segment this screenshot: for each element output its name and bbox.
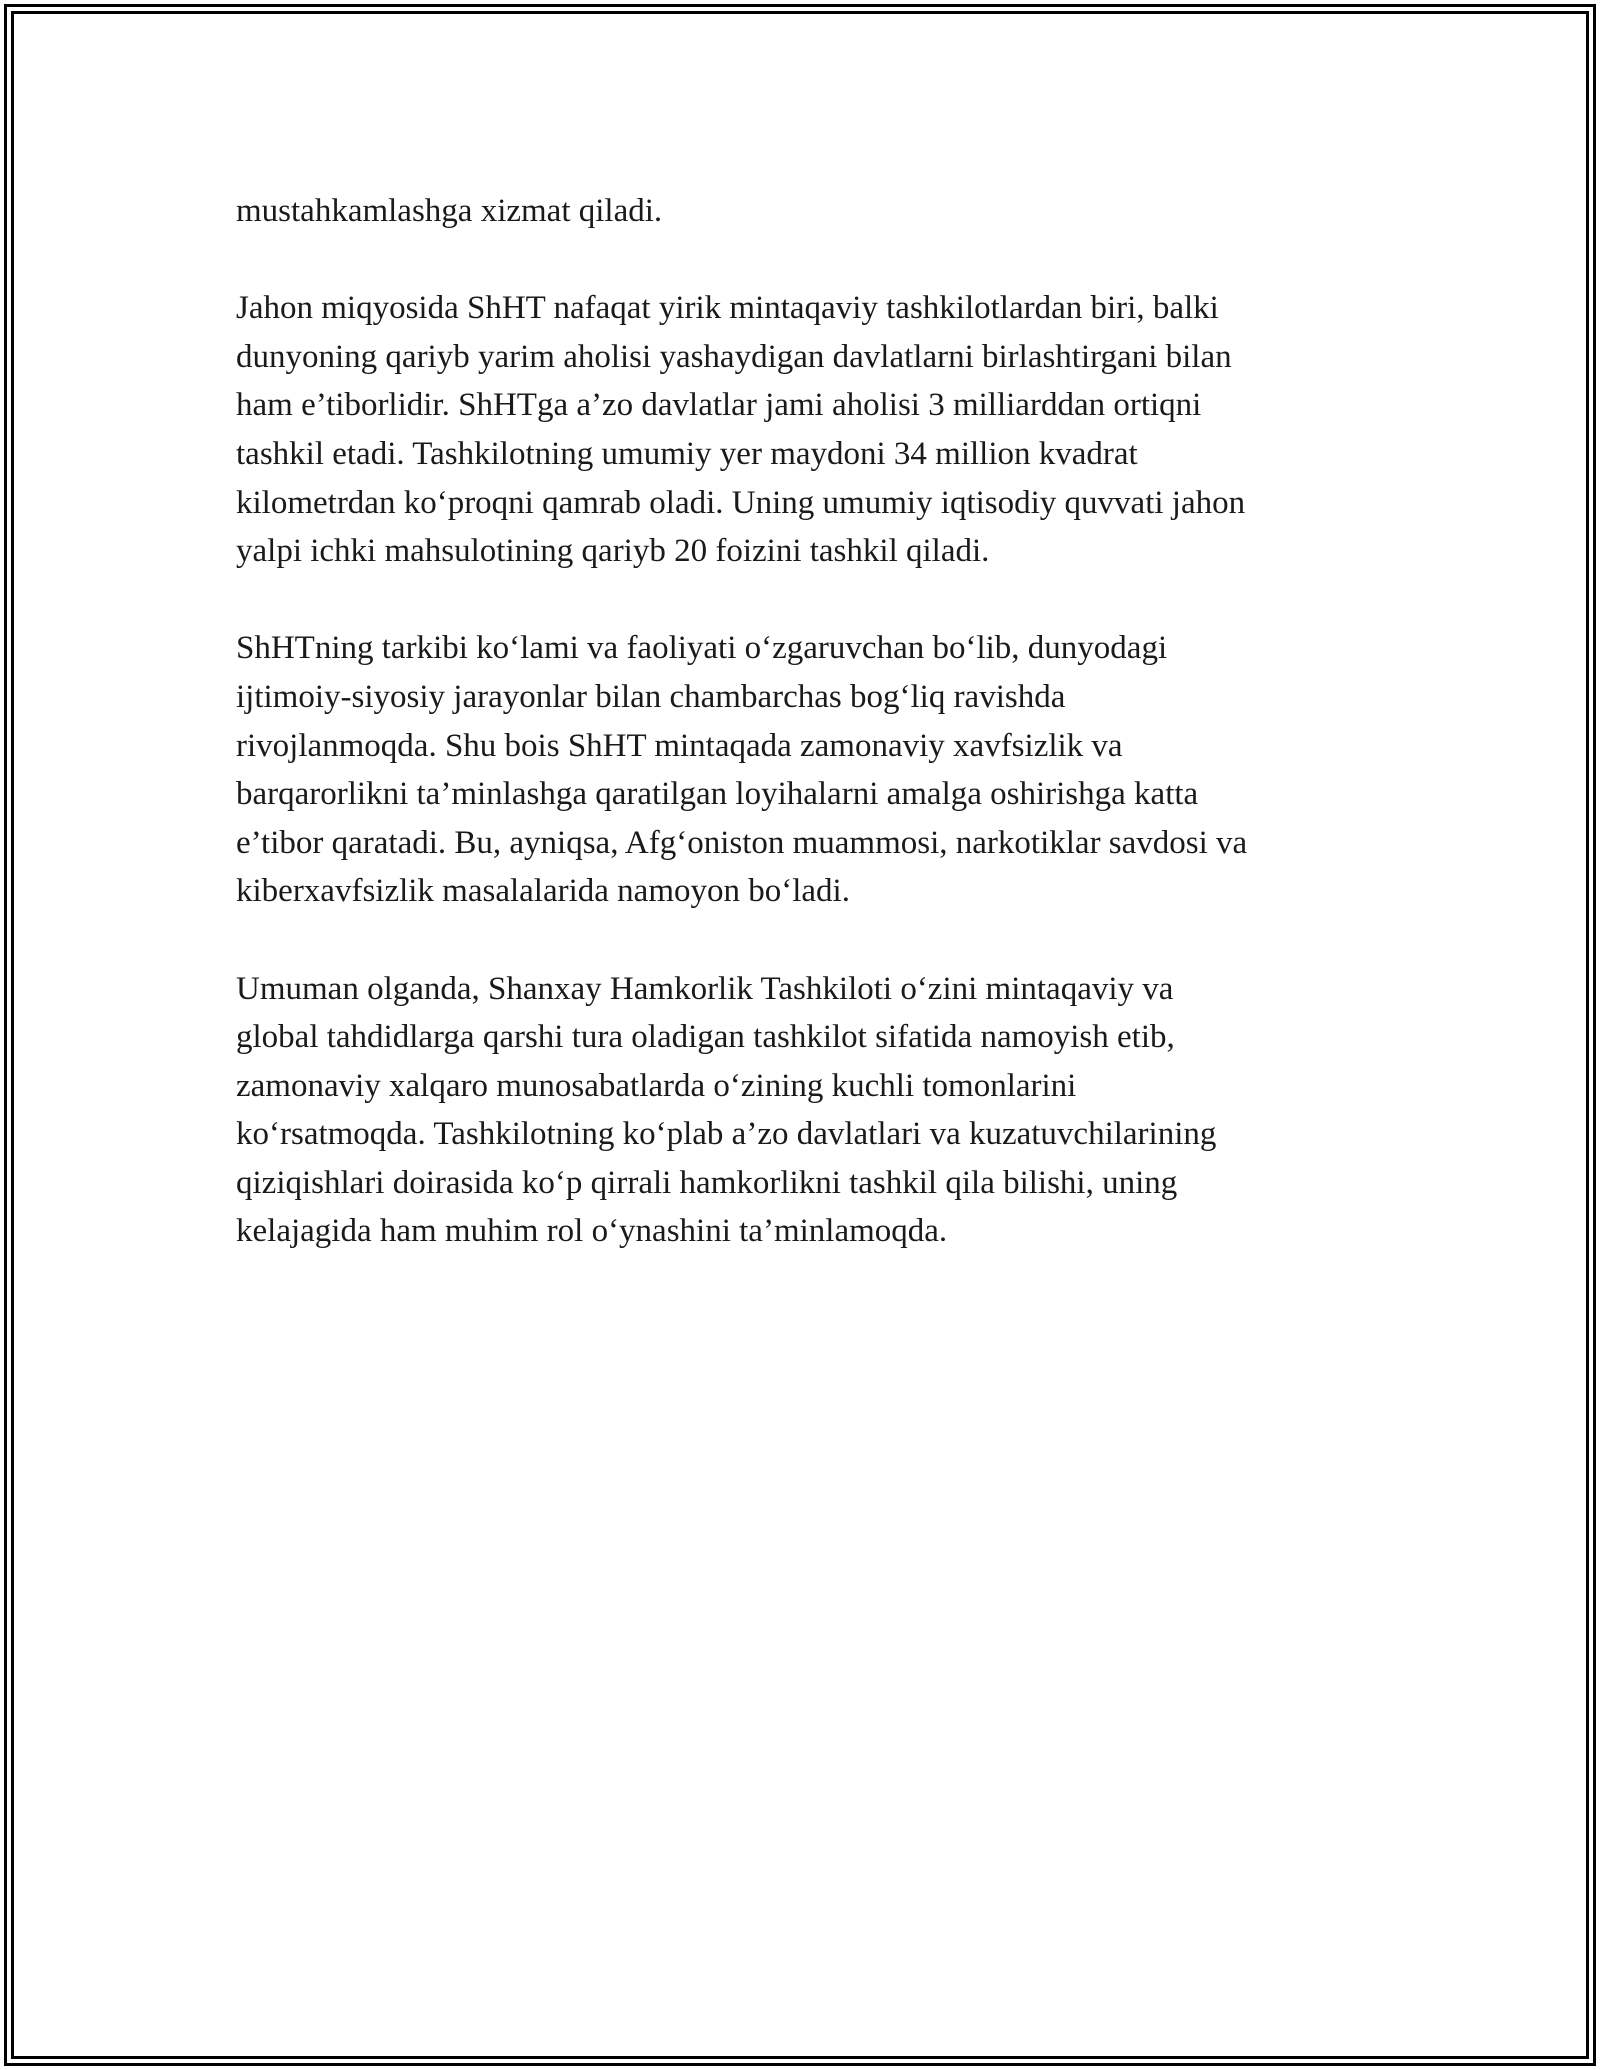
text-line: barqarorlikni ta’minlashga qaratilgan loyihalarni amalga oshirishga katta <box>236 776 1199 813</box>
text-line: kelajagida ham muhim rol o‘ynashini ta’minlamoqda. <box>236 1213 948 1250</box>
paragraph-3 <box>236 624 1416 916</box>
text-line: rivojlanmoqda. Shu bois ShHT mintaqada zamonaviy xavfsizlik va <box>236 727 1123 764</box>
text-line: qiziqishlari doirasida ko‘p qirrali hamkorlikni tashkil qila bilishi, uning <box>236 1164 1178 1201</box>
text-line: ko‘rsatmoqda. Tashkilotning ko‘plab a’zo davlatlari va kuzatuvchilarining <box>236 1116 1217 1153</box>
text-line: tashkil etadi. Tashkilotning umumiy yer maydoni 34 million kvadrat <box>236 435 1138 472</box>
text-line: global tahdidlarga qarshi tura oladigan tashkilot sifatida namoyish etib, <box>236 1019 1175 1056</box>
text-line: ham e’tiborlidir. ShHTga a’zo davlatlar jami aholisi 3 milliarddan ortiqni <box>236 387 1202 424</box>
text-line: zamonaviy xalqaro munosabatlarda o‘zining kuchli tomonlarini <box>236 1067 1077 1104</box>
text-line: kiberxavfsizlik masalalarida namoyon bo‘ladi. <box>236 873 850 910</box>
text-line: Jahon miqyosida ShHT nafaqat yirik mintaqaviy tashkilotlardan biri, balki <box>236 290 1219 327</box>
text-line: ShHTning tarkibi ko‘lami va faoliyati o‘zgaruvchan bo‘lib, dunyodagi <box>236 630 1168 667</box>
paragraph-4 <box>236 965 1416 1257</box>
text-line: ijtimoiy-siyosiy jarayonlar bilan chambarchas bog‘liq ravishda <box>236 678 1066 715</box>
document-body <box>236 187 1416 1305</box>
text-line: dunyoning qariyb yarim aholisi yashaydigan davlatlarni birlashtirgani bilan <box>236 338 1232 375</box>
text-line: mustahkamlashga xizmat qiladi. <box>236 193 663 229</box>
text-line: kilometrdan ko‘proqni qamrab oladi. Uning umumiy iqtisodiy quvvati jahon <box>236 484 1246 521</box>
paragraph-1 <box>236 187 1416 236</box>
text-line: e’tibor qaratadi. Bu, ayniqsa, Afg‘oniston muammosi, narkotiklar savdosi va <box>236 824 1248 861</box>
text-line: Umuman olganda, Shanxay Hamkorlik Tashkiloti o‘zini mintaqaviy va <box>236 970 1174 1007</box>
paragraph-2 <box>236 284 1416 576</box>
text-line: yalpi ichki mahsulotining qariyb 20 foizini tashkil qiladi. <box>236 533 990 570</box>
